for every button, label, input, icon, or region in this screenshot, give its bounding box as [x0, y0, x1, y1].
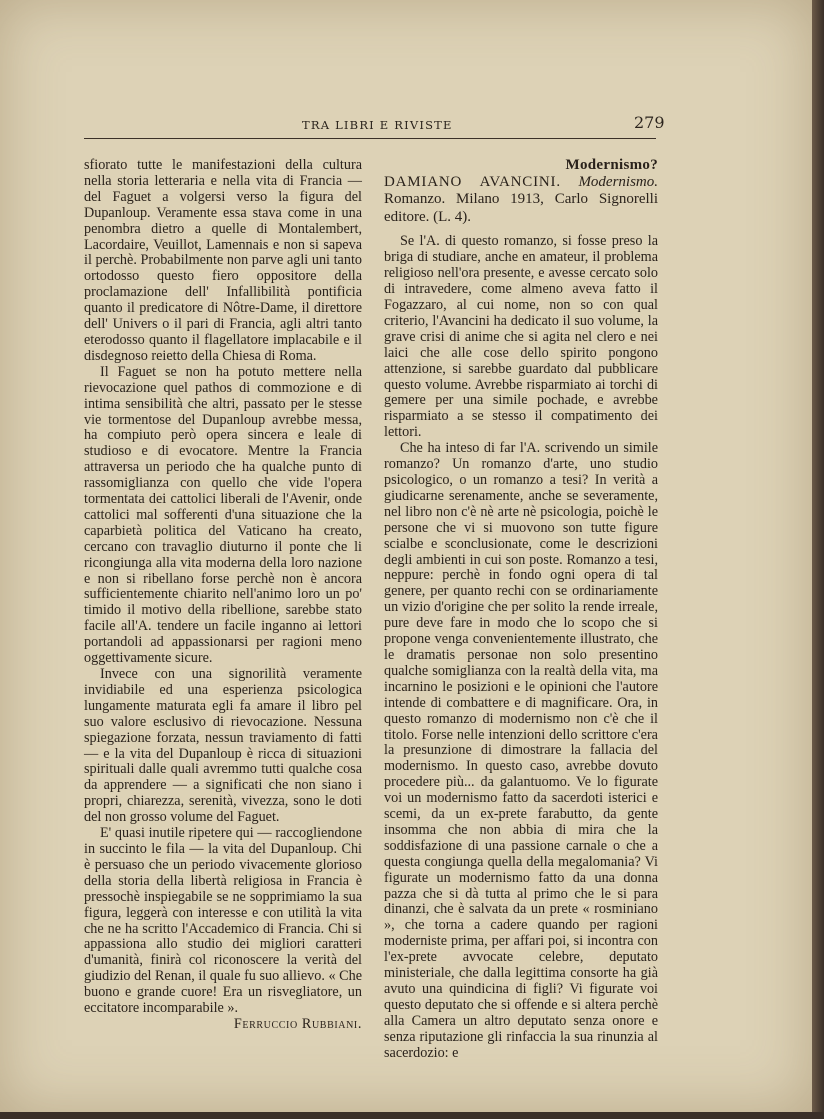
- section-title: Modernismo?: [565, 157, 658, 173]
- page-bottom-edge: [0, 1112, 824, 1119]
- paragraph: Se l'A. di questo romanzo, si fosse preso la briga di studiare, anche en amateur, il problema religioso nell'ora presente, e avesse cercato solo di intravedere, come almeno aveva fatto il Fogazzaro, al cui nome, non so con qual criterio, l'Avancini ha dedicato il suo volume, la grave crisi di anime che si agita nel clero e nei laici che alle cose dello spirito pongono attenzione, si sarebbe guardato dal pubblicare questo volume. Avrebbe risparmiato ai torchi di gemere per una simile pochade, e avrebbe risparmiato a se stesso il compatimento dei lettori.: [384, 233, 658, 441]
- paragraph: Invece con una signorilità veramente invidiabile ed una esperienza psicologica lungamente maturata egli fa amare il libro pel suo valore esclusivo di rievocazione. Nessuna spiegazione forzata, nessun traviamento di fatti — e la vita del Dupanloup è ricca di situazioni spirituali dalle quali avremmo tutti qualche cosa da apprendere — a significati che non siano i propri, chiarezza, serenità, vivezza, sono le doti del non grosso volume del Faguet.: [84, 666, 362, 826]
- left-column: [84, 158, 362, 1033]
- book-author: DAMIANO AVANCINI.: [384, 173, 561, 190]
- page-edge-shadow: [812, 0, 824, 1119]
- paragraph: Il Faguet se non ha potuto mettere nella rievocazione quel pathos di commozione e di intima sensibilità che altri, passato per le stesse vie tormentose del Dupanloup avrebbe messa, ha compiuto però opera sincera e leale di studioso e di evocatore. Mentre la Francia attraversa un periodo che ha qualche punto di rassomiglianza con quello che vide l'opera tormentata dei cattolici liberali de l'Avenir, onde cattolici mal sofferenti d'una situazione che la caparbietà politica del Vaticano ha creato, cercano con travaglio diuturno il ponte che li ricongiunga alla vita moderna della loro nazione e non si ribellano forse perchè non è ancora sufficientemente chiarito nell'animo loro un po' timido il motivo della ribellione, sarebbe stato facile all'A. tendere un facile inganno ai lettori portandoli ad appassionarsi per ragioni meno oggettivamente sicure.: [84, 363, 362, 667]
- page-number: 279: [634, 113, 665, 132]
- book-title: Modernismo.: [578, 173, 659, 190]
- book-citation: [384, 174, 658, 227]
- paragraph: sfiorato tutte le manifestazioni della cultura nella storia letteraria e nella vita di Francia — del Faguet a volgersi verso la figura del Dupanloup. Veramente essa stava come in una penombra dietro a quelle di Montalembert, Lacordaire, Veuillot, Lamennais e non si sapeva il perchè. Probabilmente non parve agli uni tanto ortodosso questo fiero oppositore della proclamazione dell' Infallibilità pontificia quanto il predicatore di Nôtre-Dame, il direttore dell' Univers o il pari di Francia, agli altri tanto eterodosso quanto il flagellatore implacabile e il disdegnoso reietto della Chiesa di Roma.: [84, 157, 362, 364]
- right-column: [384, 158, 658, 1062]
- running-header: TRA LIBRI E RIVISTE: [302, 118, 453, 132]
- header-rule: [84, 138, 656, 139]
- author-signature: Ferruccio Rubbiani.: [233, 1015, 362, 1032]
- paragraph: Che ha inteso di far l'A. scrivendo un simile romanzo? Un romanzo d'arte, uno studio psicologico, o un romanzo a tesi? In verità a giudicarne serenamente, anche se severamente, nel libro non c'è nè arte nè psicologia, poichè le persone che vi si muovono son tutte figure scialbe e sconclusionate, come le descrizioni degli ambienti in cui son poste. Romanzo a tesi, neppure: perchè in fondo ogni opera di tal genere, per quanto rechi con se ordinariamente un vizio d'origine che per solito la rende irreale, pure deve fare in modo che lo scopo che si propone venga convenientemente illustrato, che le dramatis personae non solo presentino qualche somiglianza con la realtà della vita, ma incarnino le posizioni e le opinioni che l'autore intende di combattere e di magnificare. Ora, in questo romanzo di modernismo non c'è che il titolo. Forse nelle intenzioni dello scrittore c'era la presunzione di dimostrare la fallacia del modernismo. In questo caso, avrebbe dovuto procedere più... da galantuomo. Ve lo figurate voi un modernismo fatto da sacerdoti isterici e scemi, da un ex-prete farabutto, da gente insomma che non abbia di mira che la soddisfazione di una passione carnale o che a questa congiunga quella della megalomania? Vi figurate un modernismo fatto da una donna pazza che si dà tutta al primo che le si para dinanzi, che è salvata da un prete « rosminiano », che torna a cadere quando per ragioni moderniste prima, per affari poi, si incontra con l'ex-prete avvocate celebre, deputato ministeriale, che dalla legittima consorte ha già avuto una quindicina di figli? Vi figurate voi questo deputato che si offende e si altera perchè alla Camera un altro deputato senza onore e senza riputazione gli rinfaccia la sua rinunzia al sacerdozio: e: [384, 440, 658, 1061]
- paragraph: E' quasi inutile ripetere qui — raccogliendone in succinto le fila — la vita del Dupanloup. Chi è persuaso che un periodo vivacemente glorioso della storia della libertà religiosa in Francia è pressochè inspiegabile se ne sopprimiamo la sua figura, leggerà con interesse e con utilità la vita che ne ha scritto l'Accademico di Francia. Chi si appassiona allo studio dei migliori caratteri d'umanità, finirà col riconoscere la verità del giudizio del Renan, il quale fu suo allievo. « Che buono e grande cuore! Era un risvegliatore, un eccitatore incomparabile ».: [84, 825, 362, 1017]
- book-details: Romanzo. Milano 1913, Carlo Signorelli editore. (L. 4).: [384, 191, 658, 225]
